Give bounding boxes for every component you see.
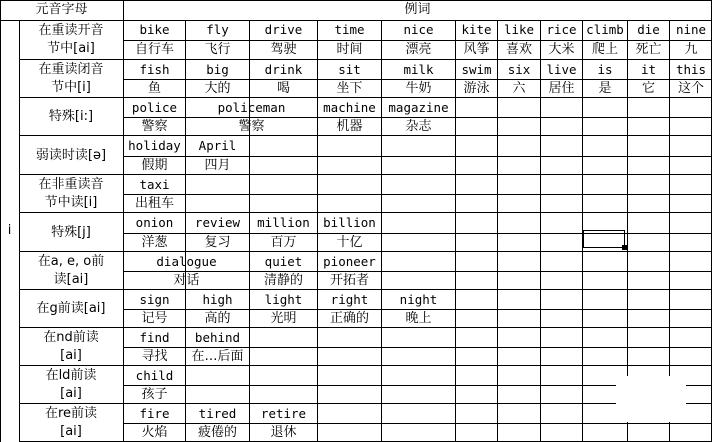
category-cell[interactable] [19,136,123,175]
grid-line [455,213,456,252]
word-english[interactable]: retire [260,406,307,421]
word-english[interactable]: holiday [128,138,181,153]
grid-line [317,328,318,366]
word-english[interactable]: live [546,62,577,77]
word-chinese[interactable]: 晚上 [405,311,432,326]
word-chinese[interactable]: 九 [684,42,698,57]
blank-overlay [616,376,686,422]
grid-line [582,366,583,404]
word-english[interactable]: climb [586,22,624,37]
word-english[interactable]: magazine [388,100,449,115]
word-english[interactable]: rice [546,22,577,37]
grid-line [540,290,541,328]
category-cell[interactable] [19,290,123,328]
category-label: 读[ai] [53,272,89,287]
category-cell[interactable] [19,60,123,98]
word-english[interactable]: policeman [217,100,286,115]
category-label: 特殊[j] [51,224,91,240]
word-english[interactable]: is [597,62,613,77]
word-chinese[interactable]: 寻找 [141,349,168,364]
grid-line [455,252,456,290]
category-label: 在g前读[ai] [36,301,106,316]
grid-line [582,98,583,136]
word-english[interactable]: kite [461,22,492,37]
word-english[interactable]: time [334,22,365,37]
grid-line [497,366,498,404]
category-cell[interactable] [19,366,123,404]
word-chinese[interactable]: 光明 [270,311,297,326]
word-chinese[interactable]: 疲倦的 [197,425,237,440]
word-chinese[interactable]: 喝 [276,81,290,96]
word-chinese[interactable]: 对话 [173,273,200,288]
word-chinese[interactable]: 洋葱 [141,235,168,250]
word-chinese[interactable]: 杂志 [405,119,432,134]
grid-line [317,136,318,175]
word-chinese[interactable]: 警察 [141,119,168,134]
word-english[interactable]: pioneer [323,254,376,269]
grid-line [627,252,628,290]
fill-handle[interactable] [622,245,627,250]
word-chinese[interactable]: 牛奶 [405,81,432,96]
grid-line [669,175,670,213]
category-label: 在重读闭音 [38,62,104,77]
grid-line [455,404,456,442]
grid-line [627,213,628,252]
grid-line [669,290,670,328]
grid-line [497,290,498,328]
word-english[interactable]: big [206,62,229,77]
word-english[interactable]: find [139,330,170,345]
word-english[interactable]: nine [675,22,707,37]
word-chinese[interactable]: 大米 [548,42,575,57]
word-chinese[interactable]: 飞行 [204,42,231,57]
category-cell[interactable] [19,98,123,136]
word-chinese[interactable]: 驾驶 [270,42,297,57]
word-chinese[interactable]: 高的 [204,311,231,326]
grid-line [249,175,250,213]
word-chinese[interactable]: 清静的 [263,273,303,288]
grid-line [497,404,498,442]
word-english[interactable]: fish [139,62,170,77]
word-english[interactable]: light [264,292,303,307]
word-english[interactable]: this [675,62,707,77]
word-english[interactable]: dialogue [156,254,217,269]
grid-line [249,136,250,175]
word-chinese[interactable]: 鱼 [147,81,161,96]
word-english[interactable]: onion [135,215,174,230]
category-cell[interactable] [19,252,123,290]
grid-line [582,136,583,175]
grid-line [317,366,318,404]
word-chinese[interactable]: 风筝 [463,42,490,57]
word-chinese[interactable]: 四月 [204,158,231,173]
grid-line [381,252,382,290]
grid-line [455,98,456,136]
vowel-letter-cell[interactable]: i [7,223,12,238]
grid-line [627,290,628,328]
grid-line [317,404,318,442]
grid-line [582,252,583,290]
word-chinese[interactable]: 在…后面 [191,349,244,364]
word-english[interactable]: drink [264,62,303,77]
grid-line [669,213,670,252]
word-chinese[interactable]: 十亿 [336,235,363,250]
category-label: 在a, e, o前 [37,254,105,269]
grid-line [185,366,186,404]
grid-line [669,252,670,290]
word-chinese[interactable]: 时间 [336,42,363,57]
word-chinese[interactable]: 六 [512,81,526,96]
category-label: [ai] [60,424,82,439]
word-chinese[interactable]: 大的 [204,81,231,96]
grid-line [582,328,583,366]
word-chinese[interactable]: 它 [641,81,655,96]
word-chinese[interactable]: 这个 [677,81,704,96]
grid-line [185,175,186,213]
word-chinese[interactable]: 警察 [238,119,265,134]
grid-line [497,136,498,175]
header-vowel-letter[interactable]: 元音字母 [35,2,88,17]
grid-line [582,175,583,213]
word-english[interactable]: bike [139,22,170,37]
grid-line [249,366,250,404]
word-english[interactable]: fly [206,22,229,37]
word-chinese[interactable]: 出租车 [134,196,174,211]
word-chinese[interactable]: 百万 [270,235,297,250]
word-chinese[interactable]: 居住 [548,81,575,96]
selected-cell[interactable] [583,230,625,248]
category-label: [ai] [60,386,82,401]
word-english[interactable]: milk [403,62,434,77]
grid-line [497,175,498,213]
grid-line [381,404,382,442]
category-cell[interactable] [19,20,123,60]
word-chinese[interactable]: 机器 [336,119,363,134]
grid-line [497,328,498,366]
grid-line [381,213,382,252]
category-label: 节中[ai] [47,41,95,56]
word-chinese[interactable]: 是 [598,81,612,96]
category-label: 弱读时读[ə] [35,147,107,163]
word-english[interactable]: tired [198,406,237,421]
word-english[interactable]: machine [323,100,376,115]
word-chinese[interactable]: 假期 [141,158,168,173]
category-label: 在ld前读 [45,368,97,383]
category-label: 在nd前读 [43,330,99,345]
grid-line [540,366,541,404]
grid-line [455,290,456,328]
word-english[interactable]: billion [323,215,376,230]
word-english[interactable]: review [194,215,241,230]
grid-line [381,328,382,366]
word-english[interactable]: quiet [264,254,303,269]
word-english[interactable]: taxi [139,177,170,192]
grid-line [497,98,498,136]
word-english[interactable]: behind [194,330,241,345]
grid-line [540,136,541,175]
word-english[interactable]: it [640,62,657,77]
category-label: 在重读开音 [38,23,104,38]
word-english[interactable]: child [135,368,174,383]
word-chinese[interactable]: 记号 [141,311,168,326]
word-chinese[interactable]: 开拓者 [329,273,369,288]
grid-line [540,404,541,442]
word-chinese[interactable]: 正确的 [329,311,369,326]
grid-line [497,213,498,252]
grid-line [540,328,541,366]
word-chinese[interactable]: 爬上 [591,42,618,57]
grid-line [540,252,541,290]
category-label: 在非重读音 [38,177,104,192]
word-english[interactable]: million [257,215,310,230]
word-english[interactable]: high [202,292,233,307]
category-cell[interactable] [19,213,123,252]
category-label: 在re前读 [44,406,98,421]
word-chinese[interactable]: 火焰 [141,425,168,440]
word-chinese[interactable]: 坐下 [336,81,363,96]
word-chinese[interactable]: 自行车 [134,42,174,57]
grid-line [669,98,670,136]
word-chinese[interactable]: 游泳 [463,81,490,96]
grid-line [123,194,712,195]
grid-line [381,136,382,175]
word-english[interactable]: nice [403,22,434,37]
word-english[interactable]: drive [264,22,303,37]
word-chinese[interactable]: 死亡 [635,42,662,57]
grid-line [497,252,498,290]
category-label: [ai] [60,348,82,363]
grid-line [540,175,541,213]
category-label: 节中读[i] [44,195,98,210]
word-english[interactable]: six [507,62,531,77]
category-cell[interactable] [19,175,123,213]
grid-line [455,328,456,366]
word-english[interactable]: sit [338,62,361,77]
grid-line [381,366,382,404]
word-english[interactable]: right [330,292,369,307]
header-example-words[interactable]: 例词 [404,2,431,17]
word-chinese[interactable]: 漂亮 [405,42,432,57]
grid-line [582,404,583,442]
category-label: 节中[i] [51,80,91,95]
word-chinese[interactable]: 喜欢 [505,42,532,57]
word-english[interactable]: fire [139,406,170,421]
word-english[interactable]: April [198,138,237,153]
word-chinese[interactable]: 退休 [270,425,297,440]
grid-line [455,136,456,175]
grid-line [627,98,628,136]
grid-line [627,175,628,213]
word-english[interactable]: police [131,100,178,115]
grid-line [381,175,382,213]
grid-line [540,98,541,136]
category-cell[interactable] [19,404,123,442]
word-english[interactable]: die [637,22,660,37]
grid-line [540,213,541,252]
grid-line [582,290,583,328]
word-english[interactable]: night [399,292,438,307]
word-english[interactable]: swim [461,62,492,77]
grid-line [627,328,628,366]
grid-line [317,175,318,213]
word-chinese[interactable]: 复习 [204,235,231,250]
grid-line [455,366,456,404]
word-english[interactable]: like [503,22,535,37]
grid-line [627,136,628,175]
grid-line [669,328,670,366]
grid-line [455,175,456,213]
word-english[interactable]: sign [139,292,170,307]
grid-line [669,136,670,175]
category-cell[interactable] [19,328,123,366]
word-chinese[interactable]: 孩子 [141,387,168,402]
category-label: 特殊[i:] [48,109,94,124]
grid-line [249,328,250,366]
